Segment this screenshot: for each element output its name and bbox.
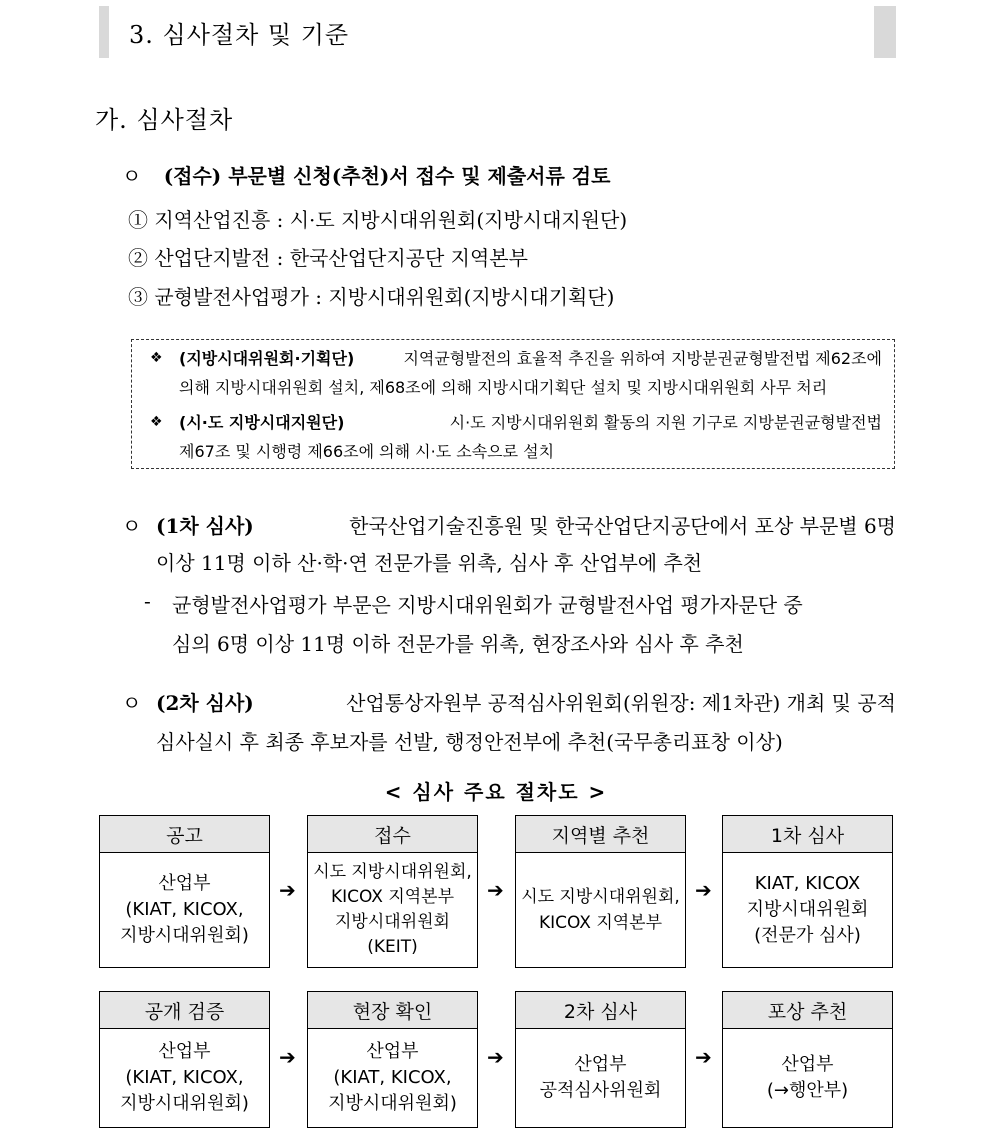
flow-box-site-inspection <box>307 991 478 1128</box>
second-review-text: 산업통상자원부 공적심사위원회(위원장: 제1차관) 개최 및 공적 <box>346 691 896 715</box>
flow-box-body: 산업부 (KIAT, KICOX, 지방시대위원회) <box>328 1041 457 1114</box>
note-2-line2: 제67조 및 시행령 제66조에 의해 시·도 소속으로 설치 <box>179 442 555 461</box>
note-2-line1: 시·도 지방시대위원회 활동의 지원 기구로 지방분권균형발전법 <box>449 413 882 432</box>
right-arrow-icon: ➔ <box>695 1045 712 1069</box>
note-1-line1: 지역균형발전의 효율적 추진을 위하여 지방분권균형발전법 제62조에 <box>403 349 882 368</box>
flow-title: < 심사 주요 절차도 > <box>384 780 608 804</box>
flow-box-body: KIAT, KICOX 지방시대위원회 (전문가 심사) <box>746 873 869 946</box>
diamond-bullet-icon: ❖ <box>150 350 163 366</box>
intake-item-3: ③ 균형발전사업평가 : 지방시대위원회(지방시대기획단) <box>128 285 615 309</box>
flow-box-head: 공고 <box>100 816 269 853</box>
second-review-line2: 심사실시 후 최종 후보자를 선발, 행정안전부에 추천(국무총리표창 이상) <box>156 730 783 754</box>
flow-box-head: 접수 <box>308 816 477 853</box>
first-review-line1 <box>156 510 896 539</box>
bullet: ㅇ <box>122 691 142 715</box>
flow-box-body: 산업부 (→행안부) <box>766 1054 849 1101</box>
flow-box-award-recommendation <box>722 991 893 1128</box>
first-review-text: 한국산업기술진흥원 및 한국산업단지공단에서 포상 부문별 6명 <box>349 514 896 538</box>
note-1-title: (지방시대위원회·기획단) <box>179 349 355 368</box>
flow-box-announcement <box>99 815 270 968</box>
second-review-line1 <box>156 687 896 716</box>
note-box <box>131 339 895 469</box>
intake-title-rest: 부문별 신청(추천)서 접수 및 제출서류 검토 <box>221 164 611 188</box>
first-review-line2: 이상 11명 이하 산·학·연 전문가를 위촉, 심사 후 산업부에 추천 <box>156 551 703 575</box>
first-review-sub-line2: 심의 6명 이상 11명 이하 전문가를 위촉, 현장조사와 심사 후 추천 <box>172 632 744 656</box>
flow-box-public-verification <box>99 991 270 1128</box>
flow-box-body: 시도 지방시대위원회, KICOX 지역본부 <box>521 887 680 933</box>
flow-box-body: 산업부 (KIAT, KICOX, 지방시대위원회) <box>120 1041 249 1114</box>
flow-box-body: 산업부 공적심사위원회 <box>539 1054 662 1101</box>
first-review-sub-line1: 균형발전사업평가 부문은 지방시대위원회가 균형발전사업 평가자문단 중 <box>172 593 803 617</box>
intake-item-2: ② 산업단지발전 : 한국산업단지공단 지역본부 <box>128 246 528 270</box>
dash: - <box>144 589 151 613</box>
section-title: 3. 심사절차 및 기준 <box>109 6 874 58</box>
flow-box-head: 공개 검증 <box>100 992 269 1029</box>
note-2-title: (시·도 지방시대지원단) <box>179 413 345 432</box>
subheading: 가. 심사절차 <box>95 106 234 134</box>
flow-box-first-review <box>722 815 893 968</box>
flow-box-body: 시도 지방시대위원회, KICOX 지역본부 지방시대위원회 (KEIT) <box>313 862 472 957</box>
flow-box-regional-recommendation <box>515 815 686 968</box>
flow-box-head: 현장 확인 <box>308 992 477 1029</box>
flow-box-body: 산업부 (KIAT, KICOX, 지방시대위원회) <box>120 873 249 946</box>
right-arrow-icon: ➔ <box>695 878 712 902</box>
flow-box-head: 지역별 추천 <box>516 816 685 853</box>
first-review-title: (1차 심사) <box>156 514 254 538</box>
right-arrow-icon: ➔ <box>279 878 296 902</box>
right-arrow-icon: ➔ <box>279 1045 296 1069</box>
flow-box-second-review <box>515 991 686 1128</box>
flow-box-head: 2차 심사 <box>516 992 685 1029</box>
intake-title-bold: (접수) <box>163 164 222 188</box>
section-header <box>99 6 896 58</box>
bullet: ㅇ <box>122 514 142 538</box>
intake-heading <box>122 160 610 189</box>
intake-item-1: ① 지역산업진흥 : 시·도 지방시대위원회(지방시대지원단) <box>128 208 628 232</box>
bullet: ㅇ <box>122 164 142 188</box>
flow-box-intake <box>307 815 478 968</box>
flow-box-head: 포상 추천 <box>723 992 892 1029</box>
right-arrow-icon: ➔ <box>487 878 504 902</box>
diamond-bullet-icon: ❖ <box>150 414 163 430</box>
second-review-title: (2차 심사) <box>156 691 254 715</box>
flow-box-head: 1차 심사 <box>723 816 892 853</box>
right-arrow-icon: ➔ <box>487 1045 504 1069</box>
note-1-line2: 의해 지방시대위원회 설치, 제68조에 의해 지방시대기획단 설치 및 지방시대위원회 사무 처리 <box>179 378 828 397</box>
